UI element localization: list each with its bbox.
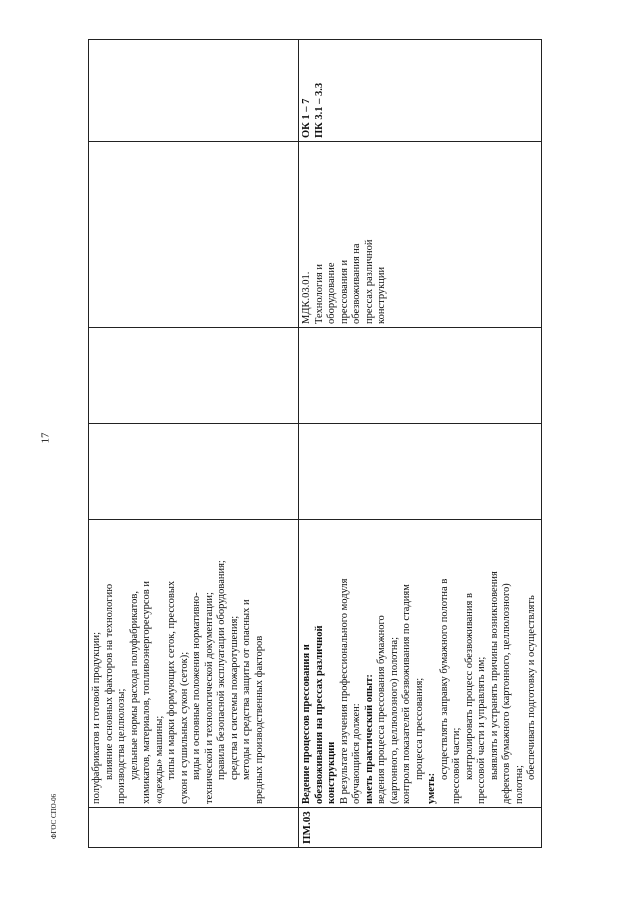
module-content-cell: [299, 520, 542, 808]
footer-document-code: ФГОС СПО-06: [50, 793, 58, 839]
upper-competency-cell: [89, 40, 299, 142]
competency-cell: [299, 40, 542, 142]
module-title-line: конструкции: [326, 741, 337, 804]
skills-line: прессовой части и управлять им;: [476, 656, 487, 804]
mdk-line: прессах различной: [363, 239, 375, 324]
mdk-line: оборудование: [326, 262, 337, 324]
lower-empty-cell-1: [299, 424, 542, 520]
upper-line: влияние основных факторов на технологию: [103, 583, 115, 780]
upper-empty-cell-1: [89, 424, 299, 520]
mdk-line: прессования и: [338, 259, 350, 324]
skills-line: выявлять и устранять причины возникновения: [488, 571, 500, 780]
curriculum-table: [88, 39, 542, 848]
module-body-line: В результате изучения профессионального модуля: [338, 578, 350, 804]
skills-line: дефектов бумажного (картонного, целлюлозного): [501, 583, 512, 804]
upper-line: сукон и сушильных сукон (сеток);: [178, 651, 190, 804]
rotated-table-wrapper: [88, 40, 537, 848]
upper-content-cell: [89, 520, 299, 808]
module-title-line: Ведение процессов прессования и: [301, 644, 312, 804]
upper-line: «одежды» машины;: [153, 715, 165, 804]
upper-line: типы и марки формующих сеток, прессовых: [166, 580, 177, 780]
upper-line: удельные нормы расхода полуфабрикатов,: [128, 591, 140, 780]
upper-line: правила безопасной эксплуатации оборудования;: [216, 560, 227, 780]
upper-line: полуфабрикатов и готовой продукции;: [91, 631, 102, 804]
upper-line: виды и основные положения нормативно-: [191, 592, 202, 780]
skills-line: полотна;: [513, 765, 525, 804]
mdk-line: Технология и: [313, 263, 325, 324]
mdk-line: обезвоживания на: [351, 243, 362, 324]
module-code-cell: [299, 808, 542, 848]
upper-code-cell: [89, 808, 299, 848]
upper-empty-cell-2: [89, 328, 299, 424]
table-row-upper: [89, 40, 299, 848]
general-competency-codes: ОК 1 – 7: [301, 98, 312, 138]
professional-competency-codes: ПК 3.1 – 3.3: [313, 82, 325, 138]
upper-line: средства и системы пожаротушения;: [228, 615, 240, 780]
mdk-cell: [299, 142, 542, 328]
upper-line: химикатов, материалов, топливоэнергоресурсов и: [141, 581, 152, 804]
upper-line: вредных производственных факторов: [253, 635, 265, 804]
lower-empty-cell-2: [299, 328, 542, 424]
experience-heading: иметь практический опыт:: [363, 674, 375, 804]
mdk-line: МДК.03.01.: [301, 271, 312, 324]
experience-line: процесса прессования;: [413, 677, 425, 780]
skills-line: обеспечивать подготовку и осуществлять: [526, 595, 537, 780]
experience-line: ведения процесса прессования бумажного: [376, 615, 387, 804]
upper-line: методы и средства защиты от опасных и: [241, 599, 252, 780]
skills-line: контролировать процесс обезвоживания в: [463, 593, 475, 780]
module-body-line: обучающийся должен:: [351, 703, 362, 804]
skills-heading: уметь:: [426, 772, 437, 804]
mdk-line: конструкции: [376, 266, 387, 324]
skills-line: прессовой части;: [451, 727, 462, 804]
experience-line: (картонного, целлюлозного) полотна;: [388, 636, 400, 804]
table-row-lower: [299, 40, 542, 848]
upper-line: производства целлюлозы;: [116, 688, 127, 804]
experience-line: контроля показателей обезвоживания по стадиям: [401, 584, 412, 804]
skills-line: осуществлять заправку бумажного полотна в: [438, 578, 450, 780]
module-code: ПМ.03: [301, 811, 313, 844]
upper-mdk-cell: [89, 142, 299, 328]
module-title-line: обезвоживания на прессах различной: [313, 625, 325, 804]
page-number: 17: [39, 432, 52, 444]
upper-line: технической и технологической документации;: [203, 592, 215, 804]
